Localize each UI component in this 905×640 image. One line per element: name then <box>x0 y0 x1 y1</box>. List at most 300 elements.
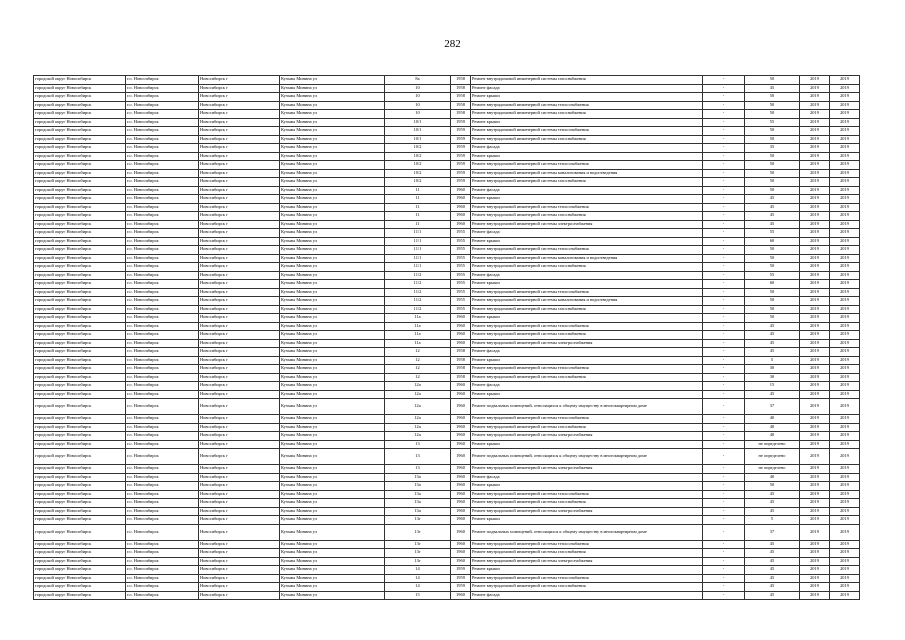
cell-city-district: г.о. Новосибирск <box>126 365 199 374</box>
cell-city-district: г.о. Новосибирск <box>126 152 199 161</box>
cell-work-type: Ремонт внутридомовой инженерной системы газоснабжения <box>471 549 703 558</box>
cell-work-type: Ремонт внутридомовой инженерной системы канализования и водоотведения <box>471 169 703 178</box>
cell-year: 1960 <box>451 339 471 348</box>
cell-cost: 50 <box>745 263 800 272</box>
cell-dash: - <box>703 365 745 374</box>
cell-work-type: Ремонт фасада <box>471 186 703 195</box>
cell-work-type: Ремонт внутридомовой инженерной системы газоснабжения <box>471 499 703 508</box>
cell-year: 1960 <box>451 591 471 600</box>
cell-year: 1955 <box>451 271 471 280</box>
table-row <box>34 557 860 566</box>
cell-city: Новосибирск г <box>199 212 280 221</box>
cell-city: Новосибирск г <box>199 482 280 491</box>
cell-dash: - <box>703 229 745 238</box>
cell-work-type: Ремонт фасада <box>471 84 703 93</box>
cell-okrug: городской округ Новосибирск <box>34 93 126 102</box>
cell-house: 8а <box>385 76 451 85</box>
cell-street: Кузьмы Минина ул <box>280 591 385 600</box>
table-row <box>34 339 860 348</box>
cell-year-end: 2019 <box>830 76 860 85</box>
table-row <box>34 135 860 144</box>
cell-city-district: г.о. Новосибирск <box>126 297 199 306</box>
cell-street: Кузьмы Минина ул <box>280 110 385 119</box>
cell-dash: - <box>703 297 745 306</box>
table-row <box>34 356 860 365</box>
cell-dash: - <box>703 449 745 465</box>
cell-house: 13г <box>385 524 451 540</box>
cell-city-district: г.о. Новосибирск <box>126 178 199 187</box>
cell-house: 11 <box>385 186 451 195</box>
cell-year: 1958 <box>451 348 471 357</box>
cell-cost: 50 <box>745 314 800 323</box>
cell-year: 1958 <box>451 93 471 102</box>
cell-work-type: Ремонт внутридомовой инженерной системы газоснабжения <box>471 76 703 85</box>
cell-okrug: городской округ Новосибирск <box>34 499 126 508</box>
cell-house: 11/1 <box>385 246 451 255</box>
cell-house: 11а <box>385 314 451 323</box>
cell-dash: - <box>703 305 745 314</box>
cell-dash: - <box>703 490 745 499</box>
cell-year-end: 2019 <box>830 152 860 161</box>
cell-house: 13а <box>385 490 451 499</box>
cell-city: Новосибирск г <box>199 288 280 297</box>
cell-city-district: г.о. Новосибирск <box>126 254 199 263</box>
cell-year-end: 2019 <box>830 390 860 399</box>
cell-street: Кузьмы Минина ул <box>280 549 385 558</box>
cell-city-district: г.о. Новосибирск <box>126 382 199 391</box>
cell-year-start: 2019 <box>800 373 830 382</box>
cell-year-start: 2019 <box>800 566 830 575</box>
cell-year-start: 2019 <box>800 178 830 187</box>
cell-city: Новосибирск г <box>199 415 280 424</box>
table-row <box>34 574 860 583</box>
cell-house: 11/1 <box>385 237 451 246</box>
cell-city: Новосибирск г <box>199 373 280 382</box>
cell-year-start: 2019 <box>800 423 830 432</box>
cell-cost: 5 <box>745 356 800 365</box>
cell-okrug: городской округ Новосибирск <box>34 263 126 272</box>
cell-cost: 45 <box>745 348 800 357</box>
cell-house: 10/1 <box>385 118 451 127</box>
cell-dash: - <box>703 399 745 415</box>
cell-street: Кузьмы Минина ул <box>280 203 385 212</box>
cell-okrug: городской округ Новосибирск <box>34 220 126 229</box>
cell-city: Новосибирск г <box>199 473 280 482</box>
table-row <box>34 110 860 119</box>
cell-street: Кузьмы Минина ул <box>280 161 385 170</box>
cell-work-type: Ремонт фасада <box>471 348 703 357</box>
cell-dash: - <box>703 331 745 340</box>
cell-cost: 40 <box>745 473 800 482</box>
cell-year-end: 2019 <box>830 178 860 187</box>
cell-city: Новосибирск г <box>199 583 280 592</box>
cell-year-start: 2019 <box>800 76 830 85</box>
cell-city: Новосибирск г <box>199 280 280 289</box>
cell-house: 10/2 <box>385 178 451 187</box>
cell-cost: 50 <box>745 101 800 110</box>
cell-year-start: 2019 <box>800 186 830 195</box>
cell-street: Кузьмы Минина ул <box>280 322 385 331</box>
cell-okrug: городской округ Новосибирск <box>34 516 126 525</box>
cell-year: 1958 <box>451 84 471 93</box>
cell-house: 11а <box>385 322 451 331</box>
table-row <box>34 465 860 474</box>
cell-year-start: 2019 <box>800 399 830 415</box>
cell-year-end: 2019 <box>830 280 860 289</box>
cell-year-start: 2019 <box>800 415 830 424</box>
cell-city: Новосибирск г <box>199 246 280 255</box>
cell-cost: 50 <box>745 93 800 102</box>
cell-city-district: г.о. Новосибирск <box>126 118 199 127</box>
cell-year-end: 2019 <box>830 212 860 221</box>
cell-city-district: г.о. Новосибирск <box>126 246 199 255</box>
cell-okrug: городской округ Новосибирск <box>34 152 126 161</box>
cell-city: Новосибирск г <box>199 101 280 110</box>
cell-okrug: городской округ Новосибирск <box>34 212 126 221</box>
cell-year-end: 2019 <box>830 101 860 110</box>
cell-city: Новосибирск г <box>199 524 280 540</box>
cell-cost: 50 <box>745 127 800 136</box>
cell-city-district: г.о. Новосибирск <box>126 440 199 449</box>
cell-work-type: Ремонт внутридомовой инженерной системы теплоснабжения <box>471 101 703 110</box>
cell-year: 1960 <box>451 507 471 516</box>
cell-house: 14 <box>385 583 451 592</box>
cell-year-start: 2019 <box>800 93 830 102</box>
cell-year-end: 2019 <box>830 93 860 102</box>
cell-house: 13г <box>385 540 451 549</box>
cell-street: Кузьмы Минина ул <box>280 432 385 441</box>
cell-year-start: 2019 <box>800 482 830 491</box>
cell-city: Новосибирск г <box>199 161 280 170</box>
cell-year: 1959 <box>451 118 471 127</box>
cell-year-end: 2019 <box>830 440 860 449</box>
cell-work-type: Ремонт внутридомовой инженерной системы газоснабжения <box>471 583 703 592</box>
cell-cost: 35 <box>745 144 800 153</box>
cell-cost: 50 <box>745 178 800 187</box>
cell-dash: - <box>703 583 745 592</box>
cell-year: 1955 <box>451 254 471 263</box>
cell-year-start: 2019 <box>800 314 830 323</box>
cell-work-type: Ремонт фасада <box>471 473 703 482</box>
cell-year-end: 2019 <box>830 322 860 331</box>
cell-cost: 45 <box>745 195 800 204</box>
cell-city-district: г.о. Новосибирск <box>126 186 199 195</box>
cell-city-district: г.о. Новосибирск <box>126 373 199 382</box>
cell-cost: 40 <box>745 432 800 441</box>
cell-year-start: 2019 <box>800 331 830 340</box>
cell-house: 12 <box>385 356 451 365</box>
cell-year: 1960 <box>451 314 471 323</box>
cell-cost: 50 <box>745 76 800 85</box>
cell-year: 1960 <box>451 423 471 432</box>
cell-dash: - <box>703 516 745 525</box>
cell-year-end: 2019 <box>830 161 860 170</box>
cell-city-district: г.о. Новосибирск <box>126 280 199 289</box>
table-row <box>34 246 860 255</box>
table-row <box>34 566 860 575</box>
cell-city: Новосибирск г <box>199 93 280 102</box>
cell-street: Кузьмы Минина ул <box>280 76 385 85</box>
cell-street: Кузьмы Минина ул <box>280 540 385 549</box>
table-body <box>34 76 860 600</box>
cell-work-type: Ремонт внутридомовой инженерной системы теплоснабжения <box>471 365 703 374</box>
cell-street: Кузьмы Минина ул <box>280 118 385 127</box>
cell-city: Новосибирск г <box>199 449 280 465</box>
cell-year-start: 2019 <box>800 583 830 592</box>
cell-street: Кузьмы Минина ул <box>280 390 385 399</box>
cell-city-district: г.о. Новосибирск <box>126 348 199 357</box>
cell-dash: - <box>703 339 745 348</box>
cell-house: 10/2 <box>385 169 451 178</box>
cell-okrug: городской округ Новосибирск <box>34 507 126 516</box>
cell-dash: - <box>703 161 745 170</box>
cell-year: 1958 <box>451 101 471 110</box>
cell-city-district: г.о. Новосибирск <box>126 220 199 229</box>
cell-year-end: 2019 <box>830 524 860 540</box>
cell-street: Кузьмы Минина ул <box>280 152 385 161</box>
cell-house: 11/2 <box>385 288 451 297</box>
cell-city-district: г.о. Новосибирск <box>126 84 199 93</box>
cell-year-end: 2019 <box>830 373 860 382</box>
cell-dash: - <box>703 482 745 491</box>
cell-house: 12а <box>385 382 451 391</box>
cell-year: 1960 <box>451 415 471 424</box>
cell-work-type: Ремонт внутридомовой инженерной системы теплоснабжения <box>471 574 703 583</box>
cell-cost: 45 <box>745 339 800 348</box>
cell-city: Новосибирск г <box>199 195 280 204</box>
cell-city: Новосибирск г <box>199 178 280 187</box>
cell-city: Новосибирск г <box>199 591 280 600</box>
cell-work-type: Ремонт крыши <box>471 195 703 204</box>
cell-okrug: городской округ Новосибирск <box>34 84 126 93</box>
cell-city: Новосибирск г <box>199 203 280 212</box>
cell-city: Новосибирск г <box>199 237 280 246</box>
cell-year-end: 2019 <box>830 271 860 280</box>
cell-street: Кузьмы Минина ул <box>280 195 385 204</box>
cell-year: 1960 <box>451 212 471 221</box>
cell-okrug: городской округ Новосибирск <box>34 557 126 566</box>
table-row <box>34 473 860 482</box>
table-row <box>34 101 860 110</box>
cell-year: 1959 <box>451 135 471 144</box>
cell-city: Новосибирск г <box>199 348 280 357</box>
cell-work-type: Ремонт фасада <box>471 591 703 600</box>
table-row <box>34 382 860 391</box>
cell-city: Новосибирск г <box>199 390 280 399</box>
cell-cost: 50 <box>745 169 800 178</box>
cell-city: Новосибирск г <box>199 423 280 432</box>
cell-city: Новосибирск г <box>199 254 280 263</box>
cell-year-start: 2019 <box>800 212 830 221</box>
cell-cost: 45 <box>745 499 800 508</box>
cell-year-end: 2019 <box>830 186 860 195</box>
cell-dash: - <box>703 93 745 102</box>
cell-city-district: г.о. Новосибирск <box>126 203 199 212</box>
cell-cost: 50 <box>745 161 800 170</box>
cell-year: 1960 <box>451 220 471 229</box>
cell-dash: - <box>703 186 745 195</box>
cell-year-end: 2019 <box>830 220 860 229</box>
cell-street: Кузьмы Минина ул <box>280 373 385 382</box>
cell-dash: - <box>703 220 745 229</box>
cell-okrug: городской округ Новосибирск <box>34 195 126 204</box>
cell-year-start: 2019 <box>800 84 830 93</box>
cell-year-end: 2019 <box>830 399 860 415</box>
cell-year-end: 2019 <box>830 254 860 263</box>
cell-okrug: городской округ Новосибирск <box>34 365 126 374</box>
cell-year: 1958 <box>451 356 471 365</box>
cell-street: Кузьмы Минина ул <box>280 382 385 391</box>
cell-okrug: городской округ Новосибирск <box>34 348 126 357</box>
cell-okrug: городской округ Новосибирск <box>34 390 126 399</box>
cell-street: Кузьмы Минина ул <box>280 229 385 238</box>
cell-house: 11а <box>385 339 451 348</box>
cell-year-end: 2019 <box>830 449 860 465</box>
cell-cost: 55 <box>745 271 800 280</box>
cell-dash: - <box>703 271 745 280</box>
cell-okrug: городской округ Новосибирск <box>34 135 126 144</box>
table-row <box>34 399 860 415</box>
table-row <box>34 127 860 136</box>
cell-year-start: 2019 <box>800 297 830 306</box>
cell-cost: 60 <box>745 237 800 246</box>
cell-cost: 45 <box>745 490 800 499</box>
cell-work-type: Ремонт подвальных помещений, относящихся к общему имуществу в многоквартирном доме <box>471 399 703 415</box>
cell-cost: 30 <box>745 365 800 374</box>
cell-cost: 45 <box>745 574 800 583</box>
cell-work-type: Ремонт внутридомовой инженерной системы газоснабжения <box>471 305 703 314</box>
cell-house: 13 <box>385 449 451 465</box>
cell-house: 10 <box>385 110 451 119</box>
table-row <box>34 423 860 432</box>
cell-city: Новосибирск г <box>199 322 280 331</box>
cell-year-end: 2019 <box>830 203 860 212</box>
cell-work-type: Ремонт подвальных помещений, относящихся к общему имуществу в многоквартирном доме <box>471 524 703 540</box>
cell-cost: 45 <box>745 331 800 340</box>
cell-city: Новосибирск г <box>199 135 280 144</box>
table-row <box>34 490 860 499</box>
table-row <box>34 144 860 153</box>
cell-city: Новосибирск г <box>199 110 280 119</box>
repair-plan-table <box>33 75 860 600</box>
cell-cost: не определено <box>745 449 800 465</box>
cell-year: 1960 <box>451 557 471 566</box>
cell-work-type: Ремонт внутридомовой инженерной системы электроснабжения <box>471 465 703 474</box>
cell-city-district: г.о. Новосибирск <box>126 212 199 221</box>
cell-work-type: Ремонт внутридомовой инженерной системы теплоснабжения <box>471 490 703 499</box>
cell-okrug: городской округ Новосибирск <box>34 432 126 441</box>
cell-work-type: Ремонт внутридомовой инженерной системы теплоснабжения <box>471 203 703 212</box>
cell-okrug: городской округ Новосибирск <box>34 566 126 575</box>
cell-cost: 50 <box>745 482 800 491</box>
cell-year-end: 2019 <box>830 540 860 549</box>
cell-year-start: 2019 <box>800 365 830 374</box>
cell-okrug: городской округ Новосибирск <box>34 591 126 600</box>
cell-year: 1960 <box>451 203 471 212</box>
cell-cost: 55 <box>745 118 800 127</box>
cell-okrug: городской округ Новосибирск <box>34 490 126 499</box>
cell-street: Кузьмы Минина ул <box>280 144 385 153</box>
cell-city: Новосибирск г <box>199 566 280 575</box>
cell-dash: - <box>703 473 745 482</box>
cell-work-type: Ремонт внутридомовой инженерной системы газоснабжения <box>471 178 703 187</box>
cell-okrug: городской округ Новосибирск <box>34 399 126 415</box>
cell-year-start: 2019 <box>800 288 830 297</box>
cell-year: 1959 <box>451 169 471 178</box>
cell-year-end: 2019 <box>830 339 860 348</box>
cell-street: Кузьмы Минина ул <box>280 331 385 340</box>
table-row <box>34 186 860 195</box>
cell-work-type: Ремонт внутридомовой инженерной системы электроснабжения <box>471 432 703 441</box>
cell-cost: 40 <box>745 415 800 424</box>
cell-city: Новосибирск г <box>199 127 280 136</box>
cell-street: Кузьмы Минина ул <box>280 263 385 272</box>
cell-year-start: 2019 <box>800 161 830 170</box>
cell-year-start: 2019 <box>800 516 830 525</box>
cell-work-type: Ремонт подвальных помещений, относящихся к общему имуществу в многоквартирном доме <box>471 449 703 465</box>
cell-dash: - <box>703 152 745 161</box>
cell-work-type: Ремонт внутридомовой инженерной системы теплоснабжения <box>471 246 703 255</box>
cell-cost: 45 <box>745 507 800 516</box>
cell-year: 1960 <box>451 482 471 491</box>
cell-year-end: 2019 <box>830 169 860 178</box>
cell-okrug: городской округ Новосибирск <box>34 339 126 348</box>
cell-year-end: 2019 <box>830 583 860 592</box>
cell-city-district: г.о. Новосибирск <box>126 465 199 474</box>
table-row <box>34 288 860 297</box>
cell-city-district: г.о. Новосибирск <box>126 499 199 508</box>
cell-street: Кузьмы Минина ул <box>280 524 385 540</box>
cell-year-end: 2019 <box>830 566 860 575</box>
cell-city-district: г.о. Новосибирск <box>126 127 199 136</box>
cell-city-district: г.о. Новосибирск <box>126 574 199 583</box>
table-row <box>34 178 860 187</box>
cell-dash: - <box>703 465 745 474</box>
cell-year-start: 2019 <box>800 490 830 499</box>
cell-year: 1960 <box>451 322 471 331</box>
cell-city: Новосибирск г <box>199 84 280 93</box>
cell-year-start: 2019 <box>800 305 830 314</box>
cell-city: Новосибирск г <box>199 440 280 449</box>
table-row <box>34 118 860 127</box>
cell-house: 12а <box>385 390 451 399</box>
cell-house: 12а <box>385 432 451 441</box>
cell-city: Новосибирск г <box>199 557 280 566</box>
cell-year-end: 2019 <box>830 415 860 424</box>
cell-okrug: городской округ Новосибирск <box>34 203 126 212</box>
cell-cost: 50 <box>745 135 800 144</box>
cell-year: 1955 <box>451 229 471 238</box>
cell-street: Кузьмы Минина ул <box>280 516 385 525</box>
cell-street: Кузьмы Минина ул <box>280 440 385 449</box>
cell-year-end: 2019 <box>830 516 860 525</box>
cell-dash: - <box>703 314 745 323</box>
cell-dash: - <box>703 415 745 424</box>
cell-city-district: г.о. Новосибирск <box>126 356 199 365</box>
cell-city: Новосибирск г <box>199 263 280 272</box>
cell-year-start: 2019 <box>800 237 830 246</box>
cell-city: Новосибирск г <box>199 365 280 374</box>
cell-dash: - <box>703 540 745 549</box>
cell-work-type: Ремонт внутридомовой инженерной системы газоснабжения <box>471 331 703 340</box>
cell-dash: - <box>703 288 745 297</box>
cell-year-end: 2019 <box>830 557 860 566</box>
cell-city: Новосибирск г <box>199 220 280 229</box>
cell-house: 10/2 <box>385 161 451 170</box>
cell-city-district: г.о. Новосибирск <box>126 557 199 566</box>
cell-city: Новосибирск г <box>199 271 280 280</box>
cell-year: 1960 <box>451 186 471 195</box>
